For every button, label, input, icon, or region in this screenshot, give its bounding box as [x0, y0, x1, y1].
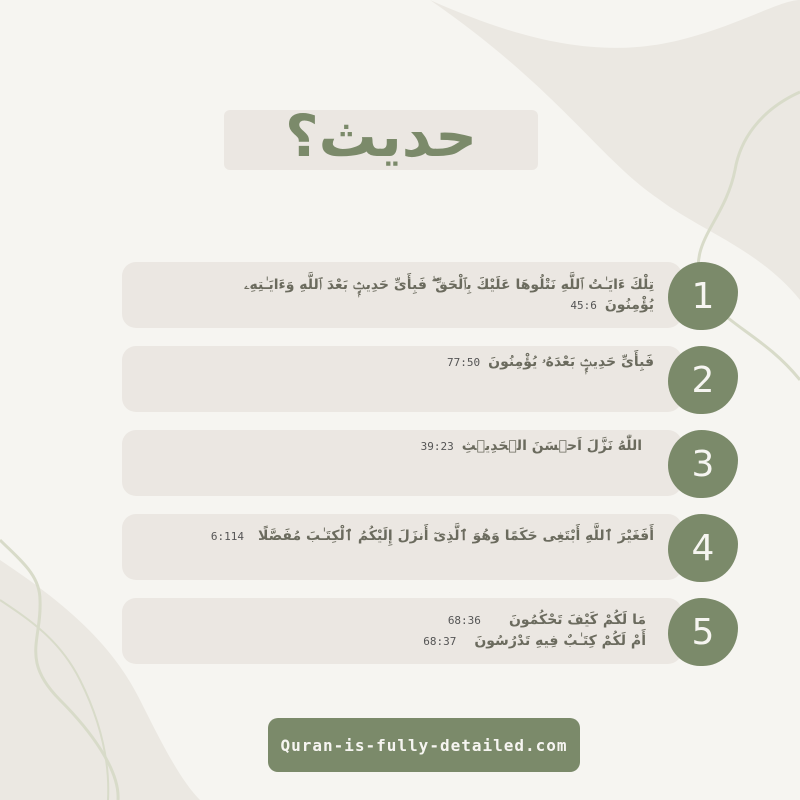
verse-reference: 45:6: [570, 298, 597, 312]
verse-card-4: [122, 514, 682, 580]
number-badge-5: 5: [668, 598, 738, 666]
verse-reference: 6:114: [210, 530, 244, 543]
verse-line: أَفَغَيْرَ ٱللَّهِ أَبْتَغِى حَكَمًا وَهُوَ ٱلَّذِىٓ أَنزَلَ إِلَيْكُمُ ٱلْكِتَـٰبَ مُفَصَّلًا6:114: [211, 526, 654, 547]
website-link[interactable]: Quran-is-fully-detailed.com: [268, 718, 580, 772]
verse-reference: 68:36: [447, 614, 481, 627]
page-title: حديث؟: [284, 102, 478, 170]
verse-line: تِلْكَ ءَايَـٰتُ ٱللَّهِ نَتْلُوهَا عَلَيْكَ بِٱلْحَقِّ ۖ فَبِأَىِّ حَدِيثٍۭ بَعْدَ ٱللَّهِ وَءَايَـٰتِهِۦ: [244, 276, 654, 293]
verse-card-1: [122, 262, 682, 328]
number-badge-1: 1: [668, 262, 738, 330]
verse-card-3: [122, 430, 682, 496]
number-badge-4: 4: [668, 514, 738, 582]
verse-line: مَا لَكُمْ كَيْفَ تَحْكُمُونَ68:36: [448, 610, 646, 631]
number-badge-2: 2: [668, 346, 738, 414]
verse-reference: 68:37: [423, 635, 457, 648]
verse-line: اللّٰهُ نَزَّلَ اَحۡسَنَ الۡحَدِيۡثِ39:23: [421, 436, 642, 457]
verse-line: يُؤْمِنُونَ45:6: [570, 295, 654, 316]
number-badge-3: 3: [668, 430, 738, 498]
background-blob-bottom: [0, 560, 200, 800]
verse-reference: 77:50: [447, 356, 481, 369]
verse-line: أَمْ لَكُمْ كِتَـٰبٌ فِيهِ تَدْرُسُونَ68:37: [423, 631, 646, 652]
verse-card-2: [122, 346, 682, 412]
verse-card-5: [122, 598, 682, 664]
verse-reference: 39:23: [420, 440, 454, 453]
verse-line: فَبِأَىِّ حَدِيثٍۭ بَعْدَهُۥ يُؤْمِنُونَ77:50: [447, 352, 654, 373]
